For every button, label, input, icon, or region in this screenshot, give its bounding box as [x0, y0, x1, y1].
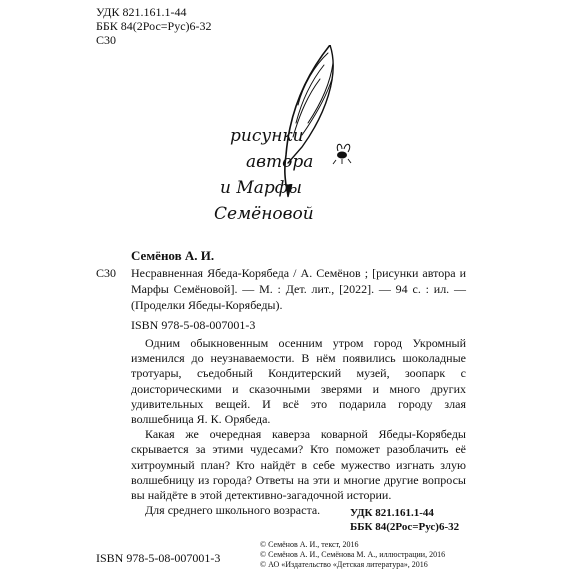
caption-line: Семёновой [214, 204, 314, 224]
copyright-line: © АО «Издательство «Детская литература», 2016 [260, 560, 428, 569]
feather-quill-icon [285, 45, 333, 197]
copyright-notices [260, 540, 445, 570]
cutter-mark: С30 [96, 266, 117, 280]
cutter-mark: С30 [96, 33, 117, 47]
udk-code: УДК 821.161.1-44 [350, 507, 434, 519]
annotation-paragraph: Одним обыкновенным осенним утром город Укромный изменился до неузнаваемости. В нём появились шоколадные тротуары, съедобный Кондитерский музей, зоопарк с доисторическими и сказочными зверями и много других удивительных вещей. И всё это подарила городу злая волшебница Я. К. Орябеда. [131, 336, 466, 427]
copyright-line: © Семёнов А. И., текст, 2016 [260, 540, 359, 549]
caption-line: и Марфы [220, 178, 302, 198]
bbk-code: ББК 84(2Рос=Рус)6-32 [350, 521, 460, 533]
bug-icon [333, 144, 351, 164]
isbn: ISBN 978-5-08-007001-3 [96, 551, 221, 565]
isbn: ISBN 978-5-08-007001-3 [131, 318, 256, 332]
bibliographic-description: Несравненная Ябеда-Корябеда / А. Семёнов ; [рисунки автора и Марфы Семёновой]. — М. : Дет. лит., [2022]. — 94 с. : ил. — (Проделки Ябеды-Корябеды). [131, 266, 466, 312]
caption-line: автора [246, 152, 314, 172]
udk-code: УДК 821.161.1-44 [96, 5, 187, 19]
copyright-line: © Семёнов А. И., Семёнова М. А., иллюстрации, 2016 [260, 550, 446, 559]
bbk-code: ББК 84(2Рос=Рус)6-32 [96, 19, 212, 33]
feather-quill-illustration [190, 45, 360, 230]
annotation [131, 336, 466, 518]
annotation-paragraph: Для среднего школьного возраста. [145, 503, 321, 518]
caption-line: рисунки [230, 126, 304, 146]
annotation-paragraph: Какая же очередная каверза коварной Ябеды-Корябеды скрывается за этими чудесами? Кто поможет разоблачить её хитроумный план? Кто найдёт в себе мужество изгнать злую волшебницу из города? Ответы на эти и многие другие вопросы вы найдёте в этой детективно-загадочной истории. [131, 427, 466, 503]
author-heading: Семёнов А. И. [131, 248, 215, 263]
